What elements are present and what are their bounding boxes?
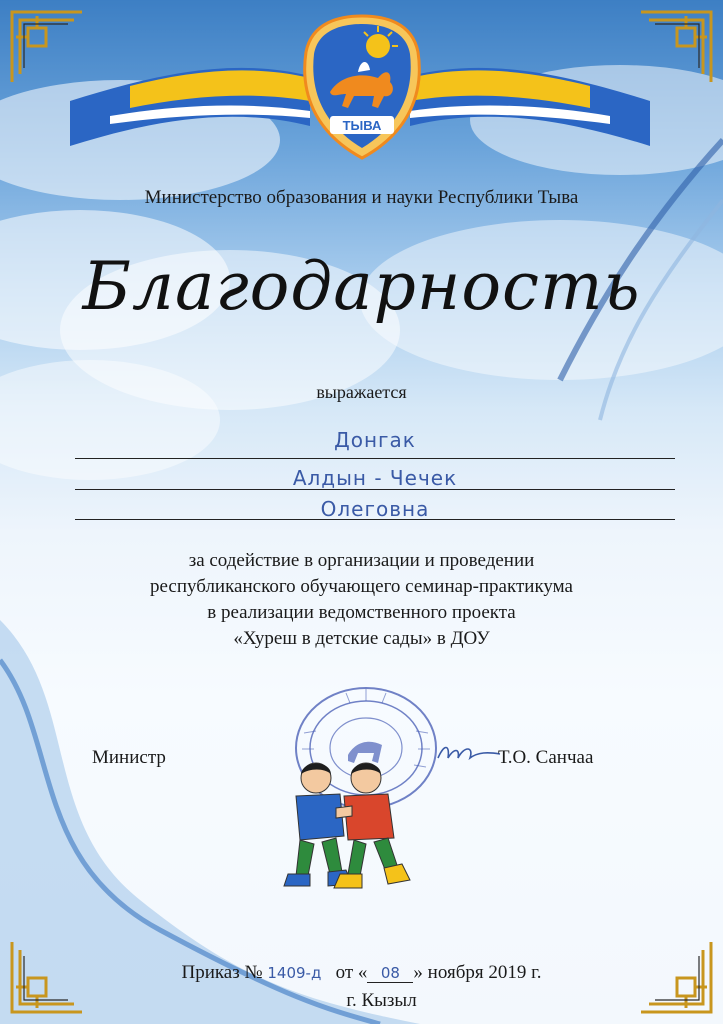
recipient-surname: Донгак	[334, 428, 416, 452]
emblem-text: ТЫВА	[342, 118, 382, 133]
reason-line: «Хуреш в детские сады» в ДОУ	[233, 628, 490, 649]
fill-line	[75, 458, 675, 459]
reason-line: республиканского обучающего семинар-практикума	[150, 576, 573, 597]
recipient-name: Алдын - Чечек	[292, 466, 458, 490]
order-from: от «	[335, 962, 368, 983]
reason-text	[0, 548, 723, 652]
city-label: г. Кызыл	[346, 990, 417, 1011]
order-line	[0, 962, 723, 984]
reason-line: за содействие в организации и проведении	[188, 550, 535, 571]
signatory-title: Министр	[92, 747, 166, 768]
tuva-emblem-icon	[300, 12, 424, 162]
order-prefix: Приказ №	[181, 962, 263, 983]
reason-line: в реализации ведомственного проекта	[207, 602, 516, 623]
expressed-label: выражается	[316, 382, 407, 402]
signature-icon	[434, 740, 504, 768]
recipient-patronymic: Олеговна	[320, 497, 430, 521]
wrestling-kids-illustration	[248, 758, 433, 898]
fill-line	[75, 519, 675, 520]
order-day: 08	[367, 964, 413, 983]
ministry-heading: Министерство образования и науки Республики Тыва	[144, 187, 579, 208]
order-number: 1409-д	[267, 964, 322, 982]
fill-line	[75, 489, 675, 490]
order-date-suffix: » ноября 2019 г.	[413, 962, 542, 983]
certificate-title: Благодарность	[82, 248, 641, 325]
signatory-name: Т.О. Санчаа	[498, 747, 594, 768]
